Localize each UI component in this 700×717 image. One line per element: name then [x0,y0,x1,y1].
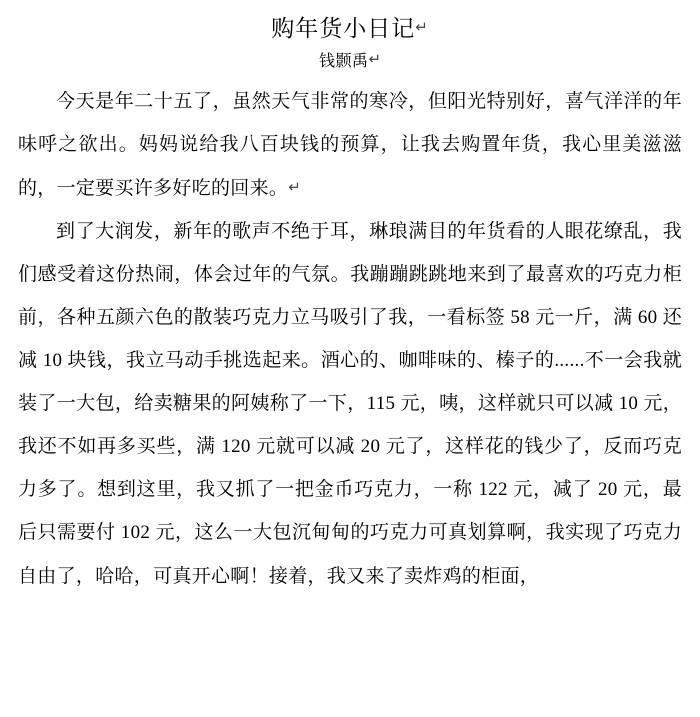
paragraph-mark-icon: ↵ [288,178,301,196]
body-paragraph [18,210,682,598]
page-title [18,12,682,47]
paragraph-mark-icon: ↵ [415,19,429,36]
paragraph-text: 到了大润发，新年的歌声不绝于耳，琳琅满目的年货看的人眼花缭乱，我们感受着这份热闹，体会过年的气氛。我蹦蹦跳跳地来到了最喜欢的巧克力柜前，各种五颜六色的散装巧克力立马吸引了我，一看标签 58 元一斤，满 60 还减 10 块钱，我立马动手挑选起来。酒心的、咖啡味的、榛子的......不一会我就装了一大包，给卖糖果的阿姨称了一下，115 元，咦，这样就只可以减 10 元，我还不如再多买些，满 120 元就可以减 20 元了，这样花的钱少了，反而巧克力多了。想到这里，我又抓了一把金币巧克力，一称 122 元，减了 20 元，最后只需要付 102 元，这么一大包沉甸甸的巧克力可真划算啊，我实现了巧克力自由了，哈哈，可真开心啊！接着，我又来了卖炸鸡的柜面， [18,220,682,587]
paragraph-mark-icon: ↵ [368,50,382,68]
author-name: 钱颢禹 [318,52,369,70]
body-paragraph [18,80,682,210]
author-line [18,49,682,74]
title-text: 购年货小日记 [271,16,416,41]
paragraph-text: 今天是年二十五了，虽然天气非常的寒冷，但阳光特别好，喜气洋洋的年味呼之欲出。妈妈说给我八百块钱的预算，让我去购置年货，我心里美滋滋的，一定要买许多好吃的回来。 [18,90,682,199]
